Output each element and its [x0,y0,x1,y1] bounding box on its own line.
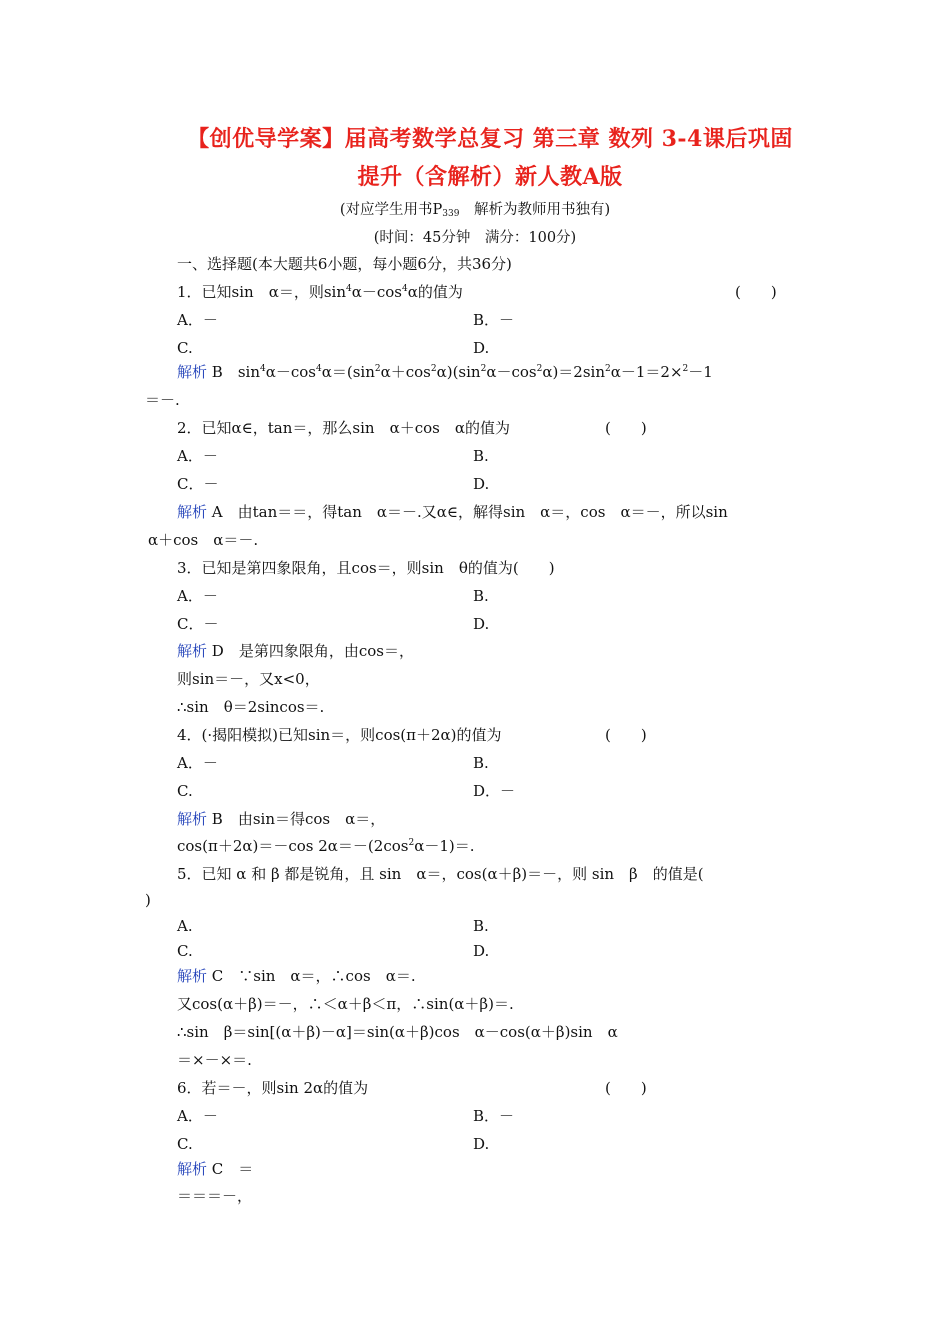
question-3-solution-line-3: ∴sin θ＝2sincos＝. [177,698,325,716]
question-4-option-d: D．－ [473,782,516,800]
question-1-option-c: C. [177,339,193,357]
question-1-stem: 1．已知sin α＝，则$\sin^4\alpha-\cos^4\alpha$的值为 [177,283,463,301]
question-2-option-d: D. [473,475,490,493]
document-title-line-1: 【创优导学案】届高考数学总复习 第三章 数列 3-4课后巩固 [187,126,793,152]
question-4-option-b: B. [473,754,489,772]
question-6-option-a: A．－ [177,1107,218,1125]
source-note-prefix: (对应学生用书P [339,202,443,218]
question-6-option-c: C. [177,1135,193,1153]
question-6-blank: ( ) [605,1079,647,1097]
question-3-stem: 3．已知是第四象限角，且cos＝，则sin θ的值为( ) [177,559,555,577]
question-2-blank: ( ) [605,419,647,437]
question-4-solution-line-2: cos(π＋2α)＝－cos $2\alpha=-(2\cos^2\alpha-1)=$. [177,837,475,855]
question-5-stem: 5．已知 α 和 β 都是锐角，且 sin α＝，cos(α＋β)＝－，则 sin β 的值是( [177,865,704,883]
question-1-blank: ( ) [735,283,777,301]
question-4-option-c: C. [177,782,193,800]
question-6-stem: 6．若＝－，则sin 2α的值为 [177,1079,369,1097]
question-5-stem-cont: ) [145,891,151,909]
question-1-option-a: A．－ [177,311,218,329]
question-2-solution: 解析 A 由tan＝＝，得tan α＝－.又α∈，解得sin α＝，cos α＝－，所以sin [177,503,728,521]
question-3-option-d: D. [473,615,490,633]
question-2-stem: 2．已知α∈，tan＝，那么sin α＋cos α的值为 [177,419,510,437]
question-5-solution-line-3: ∴sin β＝sin[(α＋β)－α]＝sin(α＋β)cos α－cos(α＋β)sin α [177,1023,618,1041]
time-and-score: (时间：45分钟 满分：100分) [373,230,577,246]
question-1-option-b: B．－ [473,311,515,329]
answer-label: 解析 [177,503,208,521]
question-5-option-d: D. [473,942,490,960]
question-2-option-b: B. [473,447,489,465]
question-3-solution-line-2: 则sin＝－，又x<0， [177,670,320,688]
question-5-option-a: A. [177,917,193,935]
question-6-option-b: B．－ [473,1107,515,1125]
section-heading: 一、选择题(本大题共6小题，每小题6分，共36分) [177,255,512,273]
answer-label: 解析 [177,810,208,828]
question-5-option-b: B. [473,917,489,935]
question-2-option-a: A．－ [177,447,218,465]
answer-label: 解析 [177,642,208,660]
question-4-stem: 4．(·揭阳模拟)已知sin＝，则cos(π＋2α)的值为 [177,726,502,744]
question-2-solution-cont: α＋cos α＝－. [148,531,259,549]
question-1-option-d: D. [473,339,490,357]
question-6-option-d: D. [473,1135,490,1153]
question-1-solution-cont: ＝－. [145,391,180,409]
question-6-solution: 解析 C ＝ [177,1160,254,1178]
question-3-option-b: B. [473,587,489,605]
question-5-option-c: C. [177,942,193,960]
question-6-solution-line-2: ＝＝＝－， [177,1187,253,1205]
source-page-number: 339 [442,209,460,219]
answer-label: 解析 [177,363,208,381]
question-1-solution: 解析 B $\sin^4\alpha-\cos^4\alpha=(\sin^2\alpha+\cos^2\alpha)(\sin^2\alpha-\cos^2\alpha)=2\sin^2\alpha-1=2\times^2-1$ [177,363,713,381]
question-3-solution: 解析 D 是第四象限角，由cos＝， [177,642,414,660]
source-note-suffix: 解析为教师用书独有) [459,202,611,218]
document-title-line-2: 提升（含解析）新人教A版 [357,164,623,190]
question-2-option-c: C．－ [177,475,219,493]
question-5-solution: 解析 C ∵sin α＝，∴cos α＝. [177,967,416,985]
answer-label: 解析 [177,1160,208,1178]
question-3-option-c: C．－ [177,615,219,633]
question-3-option-a: A．－ [177,587,218,605]
question-5-solution-line-4: ＝×－×＝. [177,1051,252,1069]
question-4-solution: 解析 B 由sin＝得cos α＝， [177,810,386,828]
question-4-option-a: A．－ [177,754,218,772]
question-4-blank: ( ) [605,726,647,744]
question-5-solution-line-2: 又cos(α＋β)＝－，∴＜α＋β＜π，∴sin(α＋β)＝. [177,995,514,1013]
source-note [0,198,950,219]
answer-label: 解析 [177,967,208,985]
